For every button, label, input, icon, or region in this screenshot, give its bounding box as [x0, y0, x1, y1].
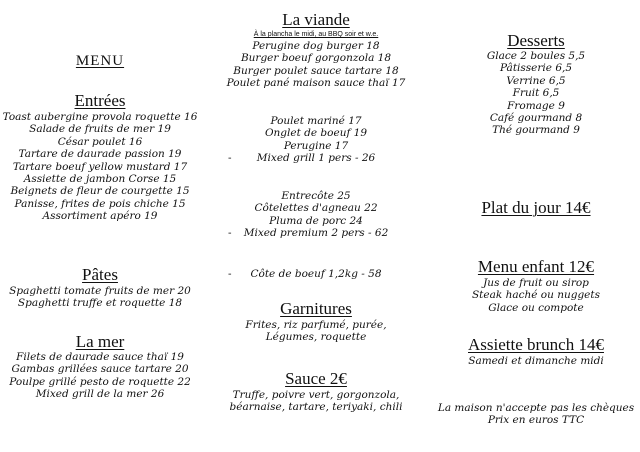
- menu-item: Assortiment apéro 19: [42, 210, 158, 223]
- menu-item: [200, 152, 432, 164]
- menu-item: Onglet de boeuf 19: [264, 127, 368, 140]
- menu-item: Salade de fruits de mer 19: [29, 123, 171, 136]
- menu-item: Poulet pané maison sauce thaï 17: [226, 77, 406, 90]
- garnitures-heading: Garnitures: [280, 299, 352, 318]
- menu-item: Spaghetti tomate fruits de mer 20: [9, 285, 191, 297]
- desserts-heading: Desserts: [507, 31, 565, 50]
- entrees-heading: Entrées: [74, 91, 126, 110]
- menu-item: Steak haché ou nuggets: [471, 289, 600, 302]
- menu-item: Frites, riz parfumé, purée,: [245, 319, 387, 331]
- menu-item: Café gourmand 8: [489, 112, 583, 125]
- menu-enfant-list: [432, 277, 640, 314]
- viande-list-3: [200, 190, 432, 240]
- menu-item: Glace ou compote: [488, 301, 584, 314]
- dash-marker: -: [228, 227, 232, 240]
- menu-title: MENU: [75, 53, 125, 69]
- menu-item: Pâtisserie 6,5: [499, 62, 573, 75]
- footer-note: Prix en euros TTC: [487, 414, 585, 427]
- menu-item: Mixed grill de la mer 26: [35, 388, 165, 401]
- viande-list-1: [200, 40, 432, 90]
- brunch-list: [432, 355, 640, 367]
- menu-item: Samedi et dimanche midi: [468, 355, 604, 367]
- footer-notes: [432, 402, 640, 427]
- menu-item-text: Mixed grill 1 pers - 26: [256, 152, 376, 165]
- mer-list: [0, 351, 200, 401]
- mer-heading: La mer: [75, 332, 125, 351]
- menu-item: Spaghetti truffe et roquette 18: [17, 297, 183, 310]
- footer-note: La maison n'accepte pas les chèques: [437, 402, 635, 414]
- menu-item: béarnaise, tartare, teriyaki, chili: [229, 401, 403, 414]
- menu-item: Légumes, roquette: [265, 331, 367, 344]
- menu-item: Tartare de daurade passion 19: [18, 148, 182, 161]
- menu-enfant-heading: Menu enfant 12€: [477, 257, 595, 276]
- menu-item: César poulet 16: [57, 135, 143, 148]
- menu-item: Burger boeuf gorgonzola 18: [240, 52, 392, 65]
- menu-item: Beignets de fleur de courgette 15: [10, 185, 190, 198]
- dash-marker: -: [228, 152, 232, 165]
- menu-item: Truffe, poivre vert, gorgonzola,: [232, 389, 400, 401]
- menu-item: [200, 227, 432, 239]
- menu-item-text: Mixed premium 2 pers - 62: [243, 227, 389, 240]
- menu-item: Panisse, frites de pois chiche 15: [14, 197, 186, 210]
- menu-item: Poulpe grillé pesto de roquette 22: [9, 375, 191, 388]
- pates-heading: Pâtes: [82, 265, 118, 284]
- viande-note: À la plancha le midi, au BBQ soir et w.e.: [253, 31, 379, 38]
- menu-item: Pluma de porc 24: [269, 214, 363, 227]
- menu-item: Toast aubergine provola roquette 16: [2, 111, 198, 123]
- menu-item: Burger poulet sauce tartare 18: [233, 64, 399, 77]
- dash-marker: -: [228, 268, 232, 280]
- garnitures-list: [200, 319, 432, 344]
- brunch-heading: Assiette brunch 14€: [468, 335, 604, 354]
- plat-du-jour-heading: Plat du jour 14€: [481, 198, 591, 217]
- pates-list: [0, 285, 200, 310]
- menu-item: Filets de daurade sauce thaï 19: [16, 351, 184, 363]
- menu-item: Côtelettes d'agneau 22: [254, 202, 378, 215]
- menu-item: [200, 268, 432, 280]
- entrees-list: [0, 111, 200, 223]
- menu-item: Tartare boeuf yellow mustard 17: [12, 160, 188, 173]
- menu-item: Fruit 6,5: [512, 87, 560, 100]
- menu-item: Fromage 9: [507, 99, 565, 112]
- menu-item: Thé gourmand 9: [492, 124, 580, 137]
- viande-list-4: [200, 268, 432, 280]
- sauce-list: [200, 389, 432, 414]
- sauce-heading: Sauce 2€: [285, 369, 347, 388]
- menu-item: Assiette de jambon Corse 15: [23, 173, 177, 186]
- viande-list-2: [200, 115, 432, 165]
- menu-item: Entrecôte 25: [281, 190, 351, 202]
- menu-item: Glace 2 boules 5,5: [486, 50, 586, 62]
- menu-item: Poulet mariné 17: [270, 115, 362, 127]
- menu-item: Verrine 6,5: [506, 74, 566, 87]
- viande-heading: La viande: [282, 10, 350, 29]
- menu-item: Perugine dog burger 18: [252, 40, 380, 52]
- menu-item-text: Côte de boeuf 1,2kg - 58: [250, 268, 382, 280]
- menu-item: Perugine 17: [283, 139, 349, 152]
- menu-item: Jus de fruit ou sirop: [483, 277, 589, 289]
- desserts-list: [432, 50, 640, 137]
- menu-item: Gambas grillées sauce tartare 20: [11, 363, 189, 376]
